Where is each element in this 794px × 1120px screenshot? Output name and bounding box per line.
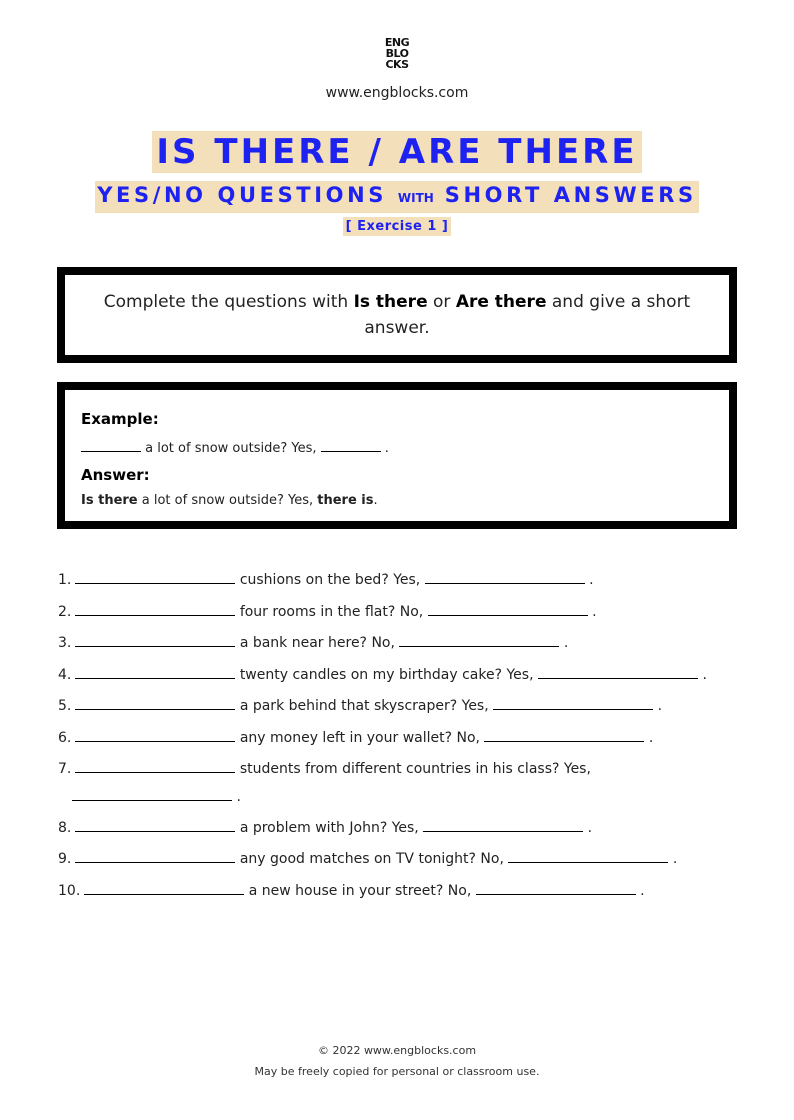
instructions-post: and give a short answer. [364, 292, 691, 338]
question-text: four rooms in the flat? No, [239, 604, 424, 620]
question-item [58, 816, 592, 837]
question-end: . [648, 730, 654, 746]
question-end: . [672, 851, 678, 867]
answer-blank[interactable] [75, 631, 235, 647]
question-continuation [72, 785, 241, 806]
example-label: Example: [81, 410, 159, 428]
answer-blank[interactable] [75, 816, 235, 832]
question-number: 9. [58, 851, 72, 867]
example-box [57, 382, 737, 529]
answer-blank[interactable] [321, 438, 381, 452]
question-text: cushions on the bed? Yes, [239, 572, 421, 588]
question-end: . [640, 883, 645, 899]
question-text: a bank near here? No, [239, 635, 395, 651]
instructions-bold-are-there: Are there [455, 292, 547, 312]
subtitle-part1: YES/NO QUESTIONS [97, 183, 387, 207]
answer-blank[interactable] [508, 847, 668, 863]
answer-blank[interactable] [84, 879, 244, 895]
question-end: . [592, 604, 597, 620]
question-number: 7. [58, 761, 72, 777]
question-item [58, 631, 568, 652]
question-item [58, 757, 591, 778]
site-url: www.engblocks.com [325, 85, 469, 101]
answer-blank[interactable] [72, 785, 232, 801]
question-number: 2. [58, 604, 72, 620]
question-end: . [236, 789, 241, 805]
question-end: . [589, 572, 594, 588]
subtitle-part2: SHORT ANSWERS [444, 183, 697, 207]
answer-bold-there-is: there is [317, 493, 374, 508]
question-number: 3. [58, 635, 72, 651]
answer-blank[interactable] [75, 726, 235, 742]
answer-text: a lot of snow outside? Yes, [137, 493, 318, 508]
question-item [58, 847, 677, 868]
instructions-box [57, 267, 737, 363]
question-text: any good matches on TV tonight? No, [239, 851, 504, 867]
footer-note: May be freely copied for personal or classroom use. [254, 1065, 540, 1078]
question-text: students from different countries in his class? Yes, [239, 761, 591, 777]
answer-blank[interactable] [493, 694, 653, 710]
question-number: 8. [58, 820, 72, 836]
subtitle-with: WITH [397, 191, 434, 205]
answer-blank[interactable] [75, 757, 235, 773]
answer-blank[interactable] [399, 631, 559, 647]
question-end: . [657, 698, 663, 714]
question-item [58, 879, 645, 900]
question-item [58, 726, 653, 747]
example-answer [81, 493, 378, 508]
answer-blank[interactable] [75, 847, 235, 863]
answer-bold-is-there: Is there [81, 493, 138, 508]
question-item [58, 663, 707, 684]
question-text: a problem with John? Yes, [239, 820, 419, 836]
page-subtitle [95, 181, 699, 213]
logo-line: CKS [385, 58, 409, 71]
instructions-text [65, 289, 729, 341]
answer-blank[interactable] [538, 663, 698, 679]
answer-blank[interactable] [484, 726, 644, 742]
page-title: IS THERE / ARE THERE [152, 131, 641, 173]
question-number: 10. [58, 883, 81, 899]
logo-line: ENG [384, 36, 410, 49]
answer-blank[interactable] [476, 879, 636, 895]
instructions-bold-is-there: Is there [353, 292, 428, 312]
answer-blank[interactable] [428, 600, 588, 616]
question-text: twenty candles on my birthday cake? Yes, [239, 667, 534, 683]
answer-blank[interactable] [81, 438, 141, 452]
instructions-mid: or [427, 292, 456, 312]
question-item [58, 568, 594, 589]
question-item [58, 600, 597, 621]
answer-blank[interactable] [75, 600, 235, 616]
question-text: a park behind that skyscraper? Yes, [239, 698, 489, 714]
answer-label: Answer: [81, 466, 150, 484]
question-number: 6. [58, 730, 72, 746]
instructions-pre: Complete the questions with [103, 292, 354, 312]
answer-blank[interactable] [75, 568, 235, 584]
answer-blank[interactable] [425, 568, 585, 584]
example-question [81, 438, 389, 456]
answer-blank[interactable] [75, 694, 235, 710]
question-text: a new house in your street? No, [248, 883, 472, 899]
exercise-label: [ Exercise 1 ] [343, 217, 452, 236]
question-end: . [702, 667, 707, 683]
engblocks-logo [0, 37, 794, 70]
question-number: 4. [58, 667, 72, 683]
question-end: . [563, 635, 569, 651]
logo-line: BLO [385, 47, 409, 60]
example-question-text: a lot of snow outside? Yes, [141, 441, 321, 456]
question-number: 1. [58, 572, 72, 588]
question-number: 5. [58, 698, 72, 714]
answer-end: . [373, 493, 378, 508]
footer-copyright: © 2022 www.engblocks.com [317, 1044, 477, 1057]
question-item [58, 694, 662, 715]
example-end: . [380, 441, 389, 456]
question-text: any money left in your wallet? No, [239, 730, 480, 746]
answer-blank[interactable] [75, 663, 235, 679]
question-end: . [587, 820, 593, 836]
answer-blank[interactable] [423, 816, 583, 832]
